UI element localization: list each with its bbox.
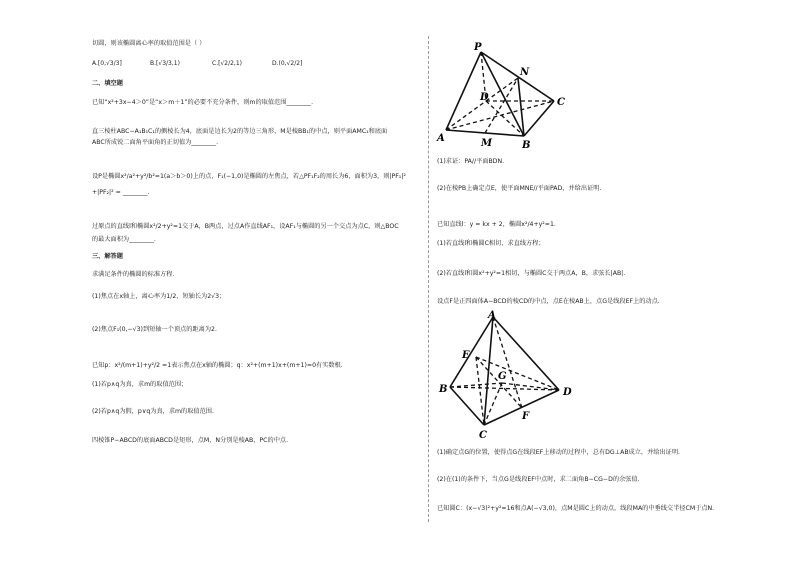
fig1-label-n: N — [520, 67, 530, 78]
option-b: B.[√3/3,1) — [150, 60, 180, 67]
fill-question-3-line2: +|PF₂|² = ________. — [92, 189, 150, 196]
fig1-label-a: A — [437, 133, 445, 144]
option-d: D.(0,√2/2] — [272, 60, 303, 67]
solve-question-3: 四棱锥P−ABCD的底面ABCD是矩形，点M，N分别是棱AB，PC的中点. — [92, 437, 289, 444]
solve-question-2: 已知p：x²/(m+1)+y²/2 =1表示焦点在x轴的椭圆；q：x²+(m+1)x+(m+1)=0有实数根. — [92, 362, 343, 369]
fig2-label-g: G — [498, 371, 507, 382]
solve-question-1-part1: (1)焦点在x轴上，离心率为1/2，短轴长为2√3； — [92, 293, 226, 300]
fig1-label-m: M — [481, 138, 493, 149]
solve-question-1-part2: (2)焦点F₁(0,−√3)到短轴一个顶点的距离为2. — [92, 326, 217, 333]
fig2-label-d: D — [563, 387, 572, 398]
line-ellipse-part1: (1)若直线l和椭圆C相切，求直线方程； — [437, 240, 545, 247]
tetrahedron-part2: (2)在(1)的条件下，当点G是线段EF中点时，求二面角B−CG−D的余弦值. — [437, 476, 640, 483]
fig2-label-f: F — [522, 411, 530, 422]
section-heading-fill: 二、填空题 — [92, 80, 123, 87]
option-c: C.[√2/2,1) — [212, 60, 242, 67]
fig2-label-e: E — [462, 350, 470, 361]
fill-question-4-line2: 的最大面积为________. — [92, 236, 156, 243]
option-a: A.[0,√3/3] — [92, 60, 122, 67]
fill-question-3-line1: 设P是椭圆x²/a²+y²/b²=1(a＞b＞0)上的点，F₁(−1,0)是椭圆的左焦点，若△PF₁F₂的周长为6，面积为3，则|PF₁|² — [92, 173, 406, 180]
line-ellipse-part2: (2)若直线l和圆x²+y²=1相切，与椭圆C交于两点A，B，求弦长|AB|. — [437, 270, 626, 277]
section-heading-solve: 三、解答题 — [92, 253, 123, 260]
question-continuation: 切圆，则该椭圆离心率的取值范围是（ ） — [92, 40, 206, 47]
fig2-label-c: C — [479, 430, 487, 441]
solve-question-2-part1: (1)若p∧q为真，求m的取值范围； — [92, 381, 188, 388]
pyramid-part2: (2)在棱PB上确定点E，使平面MNE//平面PAD，并给出证明. — [437, 185, 602, 192]
solve-question-1: 求满足条件的椭圆的标准方程. — [92, 271, 175, 278]
fig2-label-b: B — [439, 384, 448, 395]
fill-question-4-line1: 过原点的直线l和椭圆x²/2+y²=1交于A，B两点，过点A作直线AF₁，设AF₁与椭圆的另一个交点为点C，则△BOC — [92, 223, 399, 230]
tetrahedron-part1: (1)确定点G的位置，使得点G在线段EF上移动的过程中，总有DG⊥AB成立，并给出证明. — [437, 449, 681, 456]
tetrahedron-figure — [436, 307, 586, 443]
fill-question-2-line1: 直三棱柱ABC−A₁B₁C₁的侧棱长为4，底面是边长为2的等边三角形，M是棱BB₁的中点，则平面AMC₁和底面 — [92, 128, 388, 135]
fig1-label-d: D — [480, 92, 489, 103]
column-divider — [428, 36, 429, 522]
pyramid-figure — [436, 38, 576, 150]
fill-question-1: 已知“x²+3x−4＞0”是“x＞m＋1”的必要不充分条件，则m的取值范围________. — [92, 99, 314, 106]
pyramid-part1: (1)求证：PA//平面BDN. — [437, 158, 505, 165]
solve-question-2-part2: (2)若p∧q为假，p∨q为真，求m的取值范围. — [92, 408, 214, 415]
fig1-label-p: P — [474, 42, 482, 53]
line-ellipse-question: 已知直线l：y = kx + 2，椭圆x²/4+y²=1. — [437, 221, 556, 228]
fig1-label-b: B — [522, 140, 531, 150]
fill-question-2-line2: ABC所成锐二面角平面角的正切值为________. — [92, 139, 219, 146]
fig1-label-c: C — [557, 97, 565, 108]
fig2-label-a: A — [488, 310, 496, 321]
tetrahedron-question: 设点F是正四面体A−BCD的棱CD的中点，点E在棱AB上，点G是线段EF上的动点. — [437, 298, 660, 305]
circle-question: 已知圆C：(x−√3)²+y²=16和点A(−√3,0)，点M是圆C上的动点，线段MA的中垂线交半径CM于点N. — [437, 505, 715, 512]
